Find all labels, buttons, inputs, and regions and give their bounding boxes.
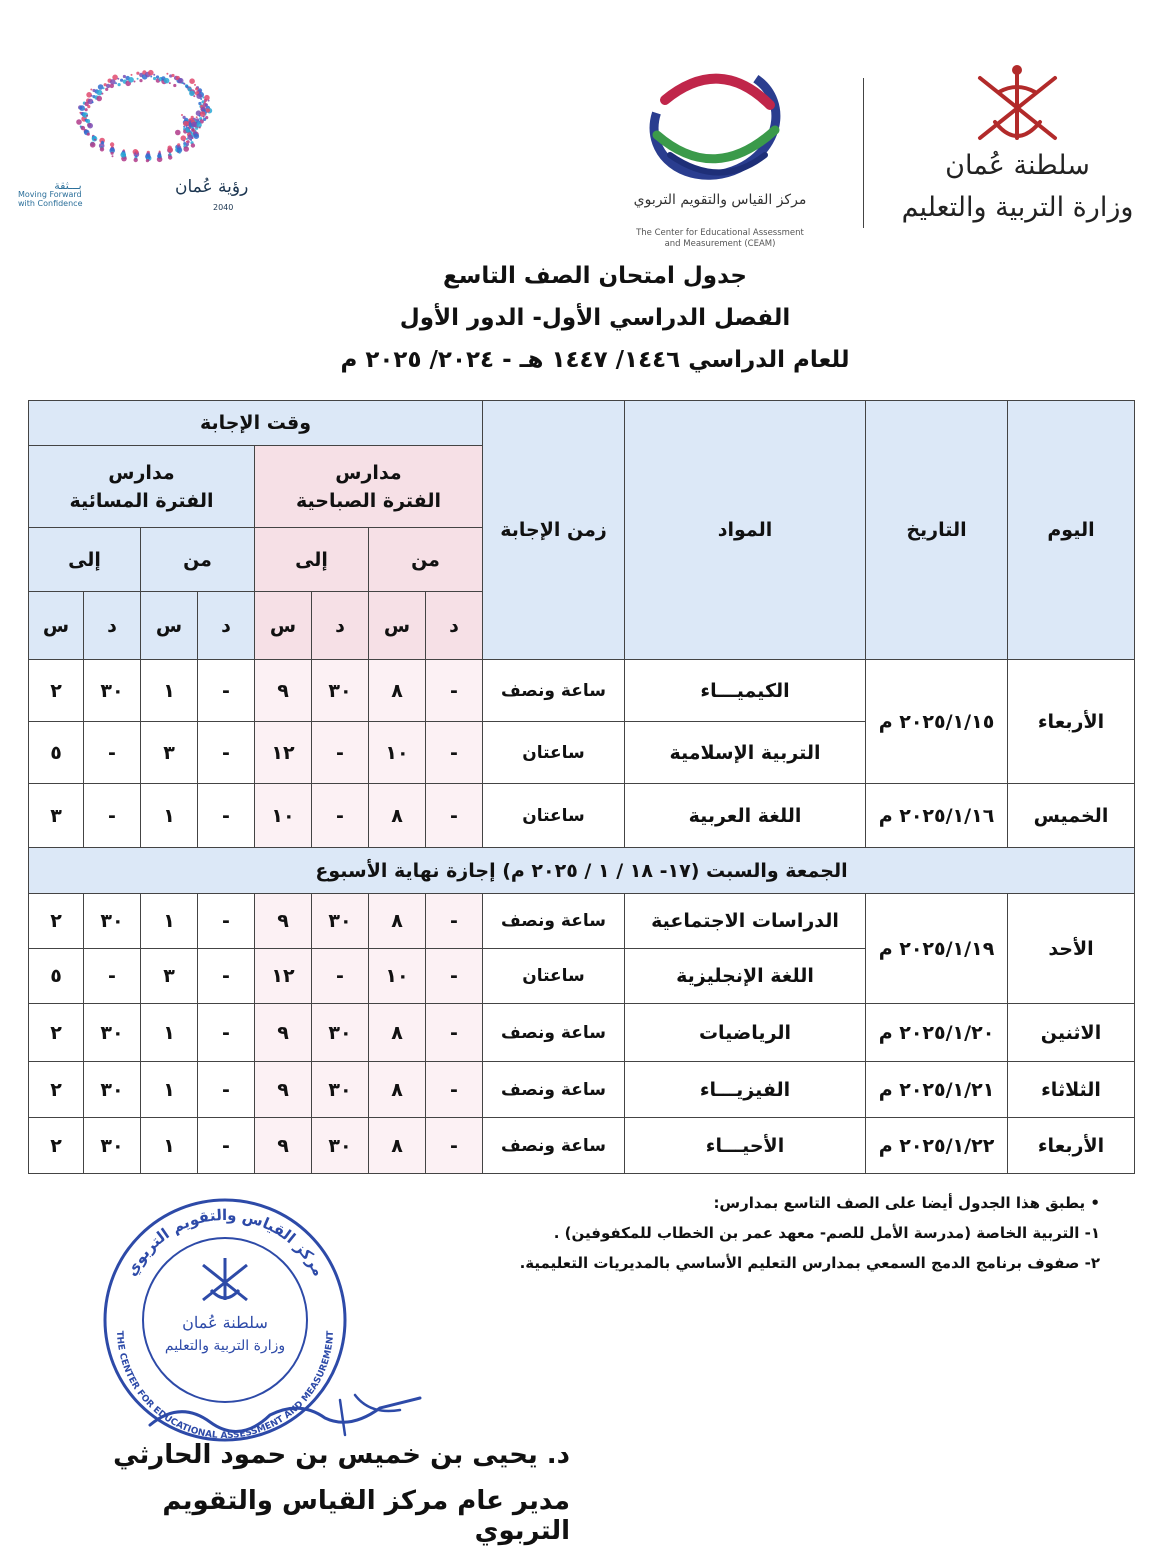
- morning-to-minute: ٣٠: [312, 660, 369, 722]
- vision-dot: [200, 98, 202, 100]
- morning-from-minute: -: [426, 660, 483, 722]
- header-minute: د: [198, 592, 255, 660]
- morning-from-minute: -: [426, 722, 483, 784]
- vision-dot: [120, 152, 126, 158]
- vision-tagline-en-2: with Confidence: [18, 199, 83, 208]
- morning-to-minute: -: [312, 949, 369, 1004]
- date-cell: ٢٠٢٥/١/٢١ م: [866, 1062, 1008, 1118]
- table-row: [29, 660, 1135, 722]
- morning-from-minute: -: [426, 949, 483, 1004]
- vision-dot: [183, 146, 189, 152]
- vision-dot: [153, 77, 156, 80]
- vision-dot: [183, 83, 185, 85]
- day-cell: الأربعاء: [1008, 660, 1135, 784]
- vision-dot: [112, 75, 118, 81]
- vision-dot: [91, 95, 93, 97]
- evening-from-hour: ١: [141, 1118, 198, 1174]
- vision-dot: [204, 101, 206, 103]
- seal-center-ministry: وزارة التربية والتعليم: [164, 1338, 286, 1354]
- morning-to-hour: ٩: [255, 1062, 312, 1118]
- header-morning-schools: [255, 446, 483, 528]
- header-subjects: المواد: [625, 401, 866, 660]
- header-divider: [863, 78, 864, 228]
- vision-dot: [123, 75, 126, 78]
- vision-dot: [86, 115, 88, 117]
- evening-schools-line1: مدارس: [108, 461, 175, 484]
- vision-dot: [118, 83, 121, 86]
- exam-schedule-table: [28, 400, 1135, 1174]
- morning-to-hour: ٩: [255, 660, 312, 722]
- vision-dot: [134, 158, 138, 162]
- morning-to-minute: ٣٠: [312, 1062, 369, 1118]
- duration-cell: ساعة ونصف: [483, 1004, 625, 1062]
- vision-dot: [181, 114, 183, 116]
- seal-ring-ar: مركز القياس والتقويم التربوي: [122, 1205, 328, 1280]
- vision-dot: [101, 93, 103, 95]
- header-evening-from: من: [141, 528, 255, 592]
- evening-to-minute: ٣٠: [84, 894, 141, 949]
- subject-cell: اللغة الإنجليزية: [625, 949, 866, 1004]
- morning-from-hour: ٨: [369, 784, 426, 848]
- evening-to-hour: ٥: [29, 949, 84, 1004]
- ministry-sultanate-text: سلطنة عُمان: [945, 150, 1090, 181]
- vision-dot: [90, 89, 92, 91]
- notes-section: [470, 1188, 1100, 1278]
- seal-emblem-icon: [203, 1258, 247, 1300]
- header-minute: د: [426, 592, 483, 660]
- subject-cell: اللغة العربية: [625, 784, 866, 848]
- vision-dot: [103, 87, 105, 89]
- header-answer-time: وقت الإجابة: [29, 401, 483, 446]
- vision-dot: [96, 96, 102, 102]
- evening-to-hour: ٢: [29, 660, 84, 722]
- morning-to-hour: ١٢: [255, 949, 312, 1004]
- vision-dot: [206, 108, 210, 112]
- evening-to-hour: ٣: [29, 784, 84, 848]
- vision-dot: [202, 97, 204, 99]
- vision-dot: [97, 90, 103, 96]
- date-cell: ٢٠٢٥/١/١٩ م: [866, 894, 1008, 1004]
- note-item-1: ١- التربية الخاصة (مدرسة الأمل للصم- معهد عمر بن الخطاب للمكفوفين) .: [553, 1224, 1100, 1242]
- vision-dot: [128, 77, 134, 83]
- morning-from-minute: -: [426, 784, 483, 848]
- vision-dot: [169, 82, 171, 84]
- table-row: [29, 1118, 1135, 1174]
- evening-from-hour: ١: [141, 1004, 198, 1062]
- vision-dot: [131, 74, 133, 76]
- day-cell: الخميس: [1008, 784, 1135, 848]
- vision-dot: [90, 142, 96, 148]
- vision-dot: [110, 84, 114, 88]
- vision-dot: [191, 122, 197, 128]
- evening-to-hour: ٢: [29, 1062, 84, 1118]
- vision-dot: [164, 78, 170, 84]
- morning-to-minute: ٣٠: [312, 894, 369, 949]
- vision-dot: [199, 127, 201, 129]
- subject-cell: الأحيـــاء: [625, 1118, 866, 1174]
- header-minute: د: [312, 592, 369, 660]
- morning-to-hour: ٩: [255, 894, 312, 949]
- morning-from-minute: -: [426, 1118, 483, 1174]
- duration-cell: ساعتان: [483, 949, 625, 1004]
- evening-from-hour: ٣: [141, 949, 198, 1004]
- evening-to-minute: ٣٠: [84, 660, 141, 722]
- date-cell: ٢٠٢٥/١/١٥ م: [866, 660, 1008, 784]
- morning-to-minute: ٣٠: [312, 1004, 369, 1062]
- schedule-subtitle: الفصل الدراسي الأول- الدور الأول: [399, 305, 791, 331]
- day-cell: الأحد: [1008, 894, 1135, 1004]
- vision-dot: [120, 79, 123, 82]
- header-hour: س: [369, 592, 426, 660]
- table-row: [29, 1004, 1135, 1062]
- header-evening-schools: [29, 446, 255, 528]
- duration-cell: ساعتان: [483, 722, 625, 784]
- vision-dot: [94, 139, 96, 141]
- vision-dot: [200, 111, 206, 117]
- evening-from-hour: ١: [141, 784, 198, 848]
- vision-dot: [115, 82, 117, 84]
- date-cell: ٢٠٢٥/١/١٦ م: [866, 784, 1008, 848]
- vision-title: رؤية عُمان: [175, 177, 249, 197]
- vision-dot: [181, 135, 187, 141]
- morning-to-minute: -: [312, 784, 369, 848]
- morning-to-minute: -: [312, 722, 369, 784]
- morning-to-hour: ٩: [255, 1118, 312, 1174]
- vision-dot: [86, 119, 90, 123]
- vision-dot: [171, 74, 174, 77]
- duration-cell: ساعتان: [483, 784, 625, 848]
- vision-dot: [150, 76, 152, 78]
- header-evening-to: إلى: [29, 528, 141, 592]
- vision-dot: [194, 133, 200, 139]
- duration-cell: ساعة ونصف: [483, 894, 625, 949]
- vision-dot: [139, 79, 142, 82]
- morning-from-hour: ١٠: [369, 949, 426, 1004]
- morning-to-hour: ١٠: [255, 784, 312, 848]
- vision-dot: [186, 143, 189, 146]
- evening-from-minute: -: [198, 722, 255, 784]
- table-row: [29, 894, 1135, 949]
- vision-dot: [92, 136, 98, 142]
- vision-dot: [148, 70, 154, 76]
- vision-dot: [194, 84, 196, 86]
- vision-dot: [178, 78, 184, 84]
- vision-dot: [190, 139, 192, 141]
- vision-tagline: [18, 181, 118, 208]
- vision-dot: [85, 102, 89, 106]
- vision-dot: [110, 142, 114, 146]
- evening-from-hour: ٣: [141, 722, 198, 784]
- date-cell: ٢٠٢٥/١/٢٢ م: [866, 1118, 1008, 1174]
- evening-to-hour: ٢: [29, 1118, 84, 1174]
- table-row: [29, 784, 1135, 848]
- evening-to-hour: ٥: [29, 722, 84, 784]
- vision-tagline-ar: بـــثقة: [54, 179, 82, 192]
- subject-cell: الدراسات الاجتماعية: [625, 894, 866, 949]
- vision-dot: [157, 154, 161, 158]
- vision-dot: [167, 147, 173, 153]
- evening-to-minute: -: [84, 949, 141, 1004]
- ceam-name-ar: مركز القياس والتقويم التربوي: [633, 192, 807, 208]
- duration-cell: ساعة ونصف: [483, 660, 625, 722]
- evening-from-minute: -: [198, 1004, 255, 1062]
- vision-dot: [208, 100, 210, 102]
- evening-from-minute: -: [198, 1062, 255, 1118]
- header-morning-to: إلى: [255, 528, 369, 592]
- header-minute: د: [84, 592, 141, 660]
- evening-to-minute: ٣٠: [84, 1004, 141, 1062]
- vision-year: 2040: [213, 203, 234, 212]
- weekend-note: الجمعة والسبت (١٧- ١٨ / ١ / ٢٠٢٥ م) إجازة نهاية الأسبوع: [29, 848, 1135, 894]
- vision-dot: [191, 128, 194, 131]
- vision-dot: [183, 140, 185, 142]
- header-duration: زمن الإجابة: [483, 401, 625, 660]
- vision-dot: [196, 116, 198, 118]
- evening-from-hour: ١: [141, 1062, 198, 1118]
- ministry-logo: [895, 60, 1140, 250]
- academic-year: للعام الدراسي ١٤٤٦/ ١٤٤٧ هـ - ٢٠٢٤/ ٢٠٢٥ م: [340, 347, 850, 373]
- ceam-name-en: [595, 228, 845, 250]
- vision-dot: [146, 159, 149, 162]
- evening-to-minute: ٣٠: [84, 1062, 141, 1118]
- morning-from-minute: -: [426, 894, 483, 949]
- subject-cell: الفيزيـــاء: [625, 1062, 866, 1118]
- vision-dot: [111, 152, 114, 155]
- header-date: التاريخ: [866, 401, 1008, 660]
- morning-to-hour: ٩: [255, 1004, 312, 1062]
- header-morning-from: من: [369, 528, 483, 592]
- evening-to-minute: -: [84, 722, 141, 784]
- morning-to-hour: ١٢: [255, 722, 312, 784]
- vision-dot: [168, 155, 172, 159]
- subject-cell: الرياضيات: [625, 1004, 866, 1062]
- vision-dot: [92, 101, 94, 103]
- morning-from-hour: ٨: [369, 894, 426, 949]
- vision-dot: [186, 128, 190, 132]
- ceam-globe-icon: [595, 60, 845, 190]
- evening-to-minute: -: [84, 784, 141, 848]
- date-cell: ٢٠٢٥/١/٢٠ م: [866, 1004, 1008, 1062]
- vision-dot: [203, 116, 205, 118]
- evening-to-minute: ٣٠: [84, 1118, 141, 1174]
- evening-to-hour: ٢: [29, 1004, 84, 1062]
- evening-from-minute: -: [198, 660, 255, 722]
- duration-cell: ساعة ونصف: [483, 1062, 625, 1118]
- vision-dot: [186, 85, 189, 88]
- note-intro: • يطبق هذا الجدول أيضا على الصف التاسع بمدارس:: [713, 1194, 1100, 1212]
- morning-from-hour: ١٠: [369, 722, 426, 784]
- vision-dot: [134, 81, 136, 83]
- vision-dot: [173, 84, 176, 87]
- morning-to-minute: ٣٠: [312, 1118, 369, 1174]
- morning-from-hour: ٨: [369, 1062, 426, 1118]
- duration-cell: ساعة ونصف: [483, 1118, 625, 1174]
- oman-emblem-icon: [895, 60, 1140, 150]
- header-day: اليوم: [1008, 401, 1135, 660]
- evening-from-hour: ١: [141, 894, 198, 949]
- evening-from-minute: -: [198, 894, 255, 949]
- morning-schools-line2: الفترة الصباحية: [296, 489, 441, 512]
- vision-dot: [159, 151, 161, 153]
- vision-dot: [87, 133, 90, 136]
- vision-dot: [117, 78, 119, 80]
- vision-dot: [203, 118, 206, 121]
- vision-dot: [137, 78, 139, 80]
- vision-dot: [191, 143, 195, 147]
- evening-schools-line2: الفترة المسائية: [69, 489, 214, 512]
- morning-schools-line1: مدارس: [335, 461, 402, 484]
- ministry-name-text: وزارة التربية والتعليم: [901, 192, 1134, 223]
- vision-dot: [86, 92, 92, 98]
- header-hour: س: [29, 592, 84, 660]
- vision-dot: [189, 78, 195, 84]
- vision-dot: [101, 141, 104, 144]
- vision-dot: [179, 152, 181, 154]
- signatory-name: د. يحيى بن خميس بن حمود الحارثي: [113, 1440, 570, 1470]
- evening-from-minute: -: [198, 1118, 255, 1174]
- vision-dot: [153, 74, 155, 76]
- vision-dot: [193, 95, 195, 97]
- vision-dot: [100, 147, 104, 151]
- morning-from-hour: ٨: [369, 1118, 426, 1174]
- schedule-title: جدول امتحان الصف التاسع: [443, 263, 747, 289]
- day-cell: الاثنين: [1008, 1004, 1135, 1062]
- morning-from-minute: -: [426, 1062, 483, 1118]
- vision-dot: [136, 72, 139, 75]
- seal-center-sultanate: سلطنة عُمان: [182, 1313, 268, 1332]
- evening-from-hour: ١: [141, 660, 198, 722]
- vision-dot: [76, 119, 82, 125]
- note-item-2: ٢- صفوف برنامج الدمج السمعي بمدارس التعليم الأساسي بالمديريات التعليمية.: [519, 1254, 1100, 1272]
- evening-from-minute: -: [198, 949, 255, 1004]
- morning-from-hour: ٨: [369, 660, 426, 722]
- seal-ring-en: THE CENTER FOR EDUCATIONAL ASSESSMENT AND MEASUREMENT: [113, 1330, 337, 1442]
- vision-dot: [112, 155, 114, 157]
- evening-to-hour: ٢: [29, 894, 84, 949]
- subject-cell: الكيميـــاء: [625, 660, 866, 722]
- table-row: [29, 1062, 1135, 1118]
- vision-dot: [166, 73, 168, 75]
- vision-dot: [98, 84, 104, 90]
- ceam-name-en-1: The Center for Educational Assessment: [636, 228, 804, 238]
- vision-dot: [105, 88, 108, 91]
- day-cell: الثلاثاء: [1008, 1062, 1135, 1118]
- vision-dot: [134, 153, 136, 155]
- ceam-logo: [595, 60, 845, 260]
- vision-dot: [175, 130, 181, 136]
- vision-dot: [87, 123, 93, 129]
- vision-dot: [81, 126, 85, 130]
- morning-from-minute: -: [426, 1004, 483, 1062]
- vision-dot: [156, 75, 159, 78]
- vision-tagline-en-1: Moving Forward: [18, 190, 82, 199]
- signatory-title: مدير عام مركز القياس والتقويم التربوي: [162, 1486, 570, 1546]
- vision-dot: [85, 108, 88, 111]
- header-hour: س: [141, 592, 198, 660]
- subject-cell: التربية الإسلامية: [625, 722, 866, 784]
- vision-dot: [186, 141, 188, 143]
- oman-vision-2040-logo: [15, 55, 265, 225]
- evening-from-minute: -: [198, 784, 255, 848]
- vision-dot: [187, 134, 193, 140]
- morning-from-hour: ٨: [369, 1004, 426, 1062]
- header-hour: س: [255, 592, 312, 660]
- day-cell: الأربعاء: [1008, 1118, 1135, 1174]
- ceam-name-en-2: and Measurement (CEAM): [664, 239, 776, 249]
